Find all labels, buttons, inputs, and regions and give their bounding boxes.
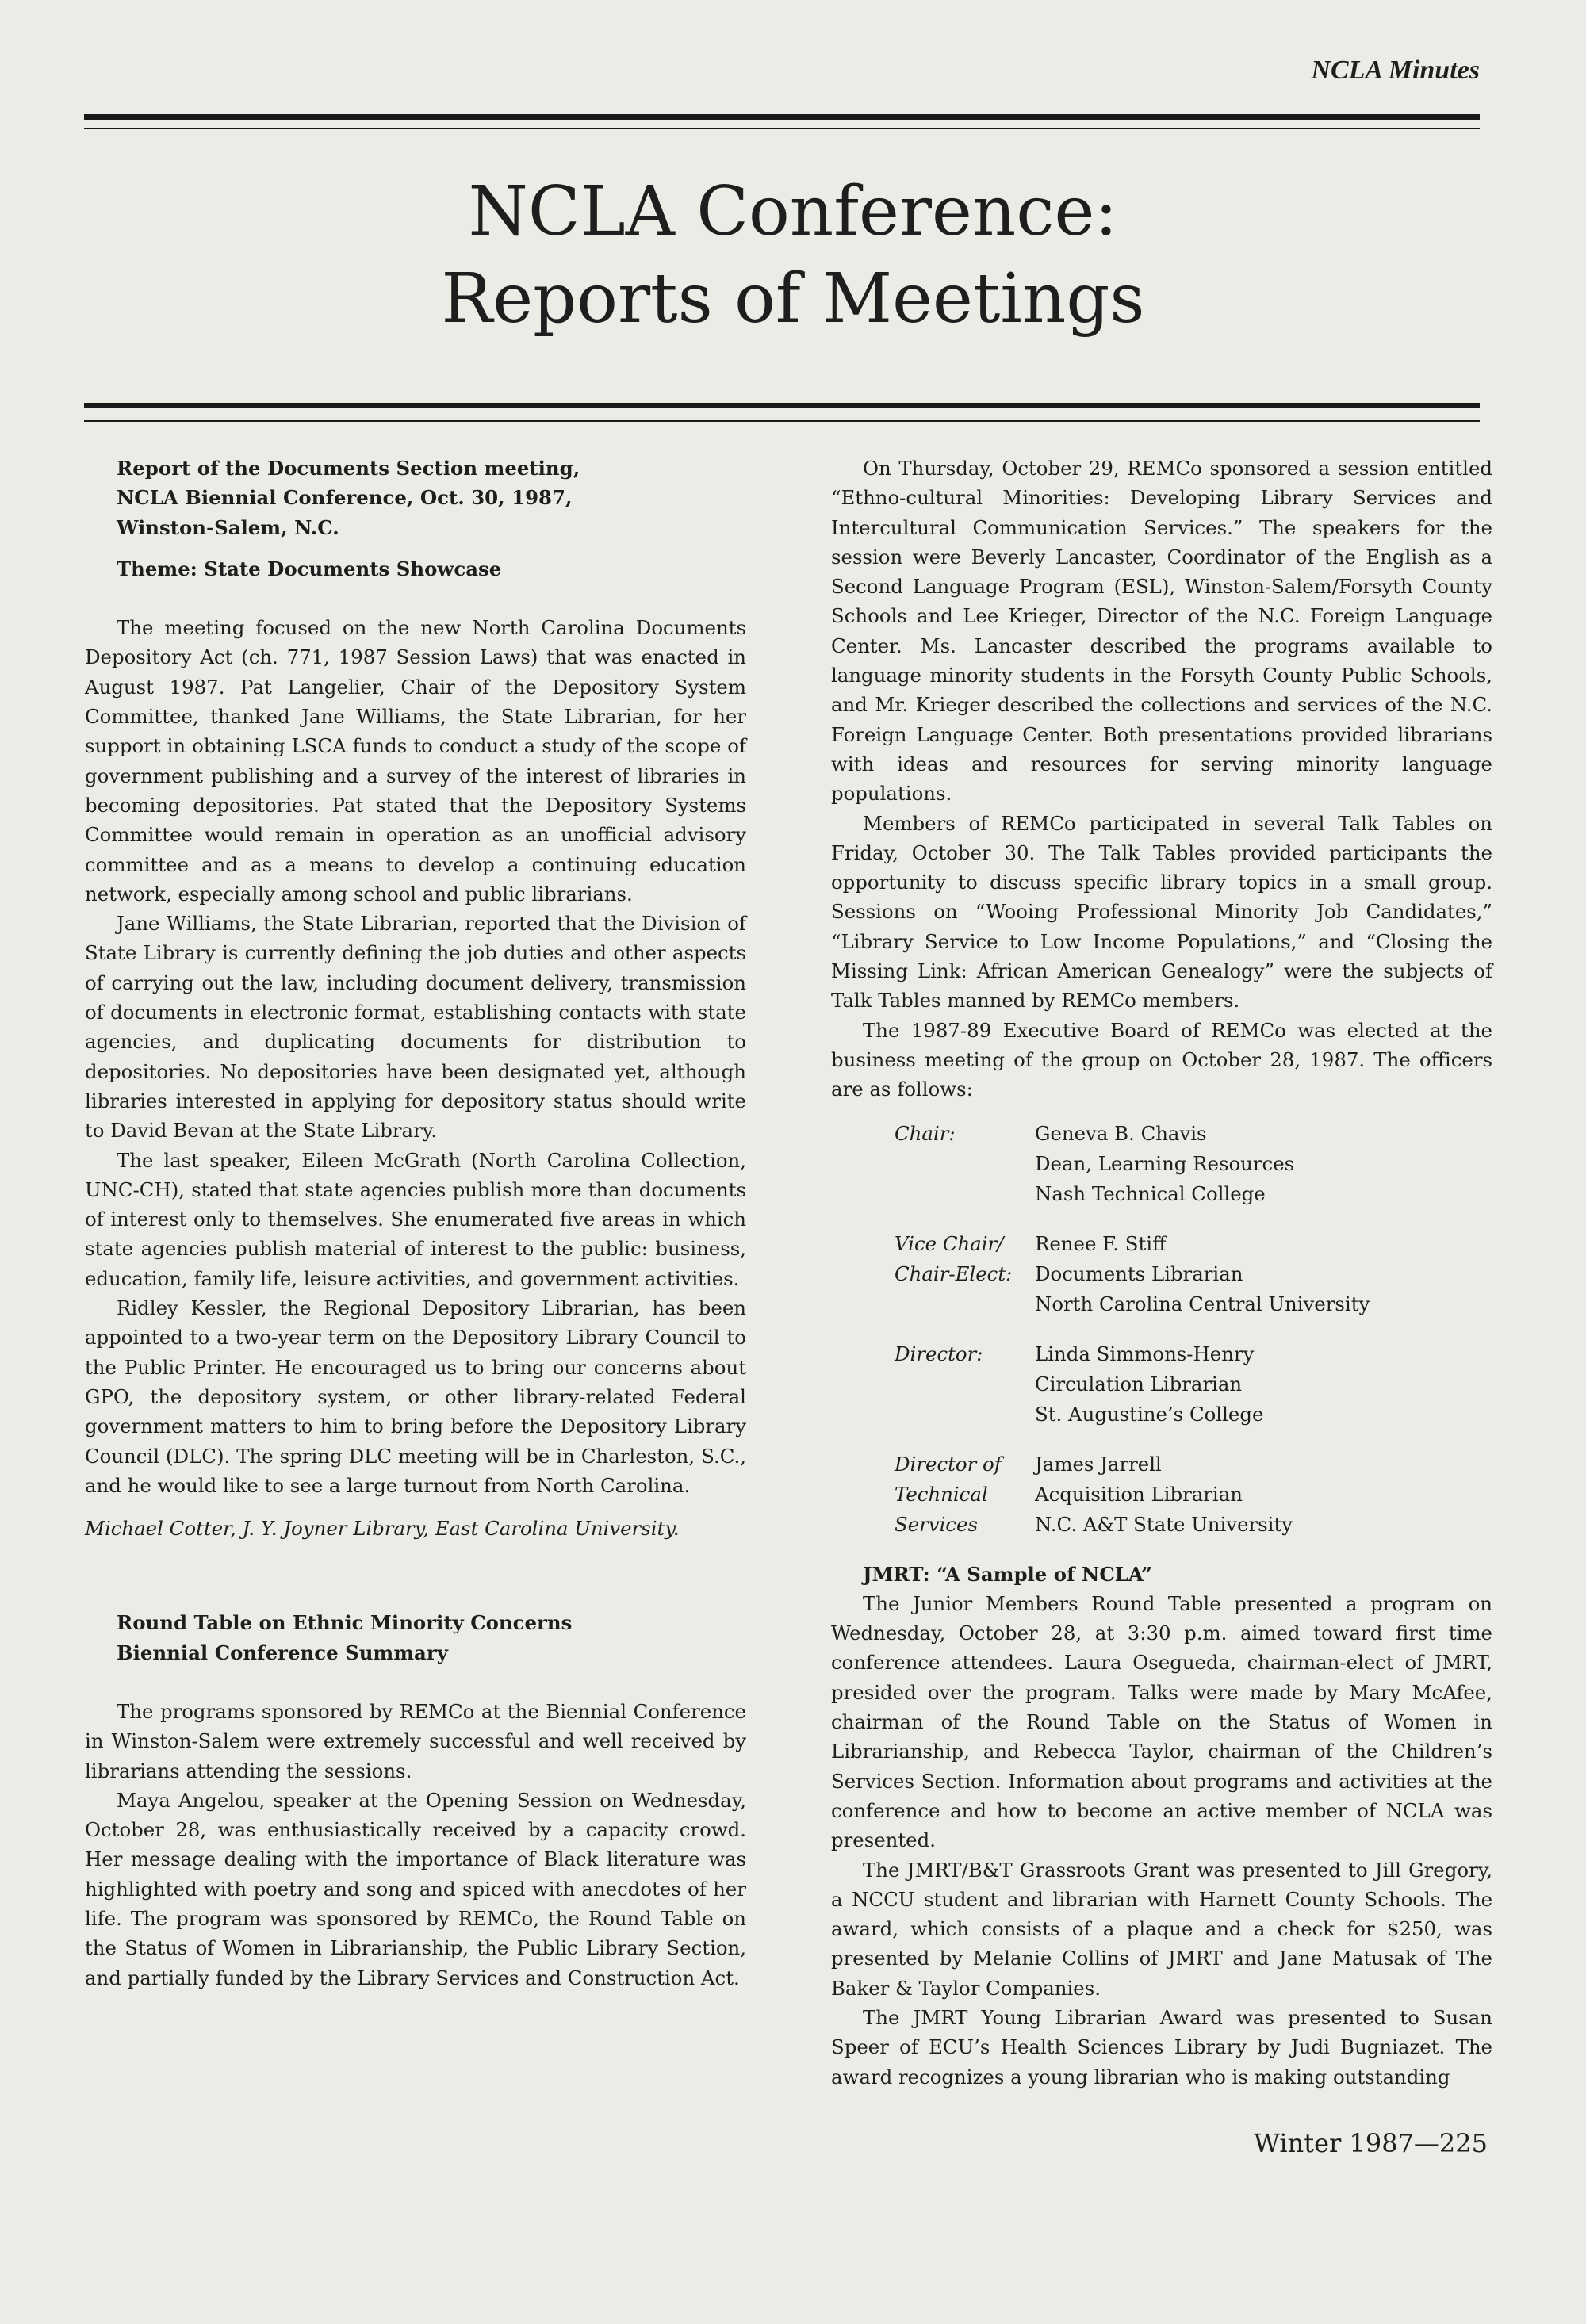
officer-entry: [831, 1119, 1492, 1209]
ethnic-heading-line-1: Round Table on Ethnic Minority Concerns: [117, 1611, 573, 1635]
officer-title: Acquisition Librarian: [1035, 1482, 1243, 1506]
officer-name: Renee F. Stiff: [1035, 1231, 1167, 1255]
officer-institution: N.C. A&T State University: [1035, 1512, 1293, 1536]
remco-paragraph: Members of REMCo participated in several Talk Tables on Friday, October 30. The Talk Tables provided participants the opportunity to discuss specific library topics in a small group. Sessions on “Wooing Professional Minority Job Candidates,” “Library Service to Low Income Populations,” and “Closing the Missing Link: African American Genealogy” were the subjects of Talk Tables manned by REMCo members.: [831, 811, 1492, 1013]
officer-name: Geneva B. Chavis: [1035, 1121, 1207, 1145]
documents-paragraph: The last speaker, Eileen McGrath (North Carolina Collection, UNC-CH), stated that state agencies publish more than documents of interest only to themselves. She enumerated five areas in which state agencies publish material of interest to the public: business, education, family life, leisure activities, and government activities.: [85, 1148, 746, 1290]
page-footer: Winter 1987—225: [1254, 2128, 1488, 2158]
officer-details: [1035, 1229, 1370, 1319]
left-column: [85, 454, 746, 1993]
documents-heading-line-1: Report of the Documents Section meeting,: [117, 457, 580, 480]
ethnic-paragraph: The programs sponsored by REMCo at the Biennial Conference in Winston-Salem were extremely successful and well received by librarians attending the sessions.: [85, 1699, 746, 1782]
officer-title: Circulation Librarian: [1035, 1372, 1243, 1396]
officer-title: Dean, Learning Resources: [1035, 1151, 1295, 1175]
documents-theme-heading: Theme: State Documents Showcase: [117, 557, 502, 580]
officer-role: Vice Chair/ Chair-Elect:: [895, 1231, 1013, 1285]
running-head: NCLA Minutes: [1311, 56, 1480, 85]
officer-role: Director of Technical Services: [895, 1452, 1002, 1536]
documents-heading-line-3: Winston-Salem, N.C.: [117, 515, 339, 539]
ethnic-paragraph: Maya Angelou, speaker at the Opening Session on Wednesday, October 28, was enthusiastically received by a capacity crowd. Her message dealing with the importance of Black literature was highlighted with poetry and song and spiced with anecdotes of her life. The program was sponsored by REMCo, the Round Table on the Status of Women in Librarianship, the Public Library Section, and partially funded by the Library Services and Construction Act.: [85, 1788, 746, 1989]
page-title-line-2: Reports of Meetings: [441, 259, 1145, 339]
jmrt-paragraph: The JMRT Young Librarian Award was presented to Susan Speer of ECU’s Health Sciences Library by Judi Bugniazet. The award recognizes a young librarian who is making outstanding: [831, 2005, 1492, 2089]
top-rule-thin: [84, 128, 1480, 129]
documents-paragraph: The meeting focused on the new North Carolina Documents Depository Act (ch. 771, 1987 Session Laws) that was enacted in August 1987. Pat Langelier, Chair of the Depository System Committee, thanked Jane Williams, the State Librarian, for her support in obtaining LSCA funds to conduct a study of the scope of government publishing and a survey of the interest of libraries in becoming depositories. Pat stated that the Depository Systems Committee would remain in operation as an unofficial advisory committee and as a means to develop a continuing education network, especially among school and public librarians.: [85, 616, 746, 905]
officer-name: James Jarrell: [1035, 1452, 1162, 1476]
title-rule-thick: [84, 403, 1480, 408]
documents-byline: Michael Cotter, J. Y. Joyner Library, East Carolina University.: [85, 1517, 680, 1541]
officer-role: Chair:: [895, 1121, 956, 1145]
documents-paragraph: Ridley Kessler, the Regional Depository Librarian, has been appointed to a two-year term on the Depository Library Council to the Public Printer. He encouraged us to bring our concerns about GPO, the depository system, or other library-related Federal government matters to him to bring before the Depository Library Council (DLC). The spring DLC meeting will be in Charleston, S.C., and he would like to see a large turnout from North Carolina.: [85, 1296, 746, 1497]
remco-paragraph: The 1987-89 Executive Board of REMCo was elected at the business meeting of the group on October 28, 1987. The officers are as follows:: [831, 1018, 1492, 1101]
title-rule-thin: [84, 420, 1480, 422]
jmrt-paragraph: The Junior Members Round Table presented a program on Wednesday, October 28, at 3:30 p.m. aimed toward first time conference attendees. Laura Osegueda, chairman-elect of JMRT, presided over the program. Talks were made by Mary McAfee, chairman of the Round Table on the Status of Women in Librarianship, and Rebecca Taylor, chairman of the Children’s Services Section. Information about programs and activities at the conference and how to become an active member of NCLA was presented.: [831, 1591, 1492, 1852]
officer-entry: [831, 1229, 1492, 1319]
ethnic-heading-line-2: Biennial Conference Summary: [117, 1641, 448, 1664]
officer-title: Documents Librarian: [1035, 1262, 1243, 1285]
officer-name: Linda Simmons-Henry: [1035, 1342, 1255, 1365]
officer-entry: [831, 1339, 1492, 1430]
officer-role: Director:: [895, 1342, 983, 1365]
officer-institution: Nash Technical College: [1035, 1181, 1266, 1205]
officer-details: [1035, 1119, 1294, 1209]
right-column: [831, 454, 1492, 2092]
jmrt-heading: JMRT: “A Sample of NCLA”: [863, 1562, 1152, 1586]
officer-institution: St. Augustine’s College: [1035, 1402, 1264, 1426]
officer-details: [1035, 1449, 1293, 1540]
officer-institution: North Carolina Central University: [1035, 1292, 1370, 1315]
page-title-line-1: NCLA Conference:: [468, 172, 1118, 251]
jmrt-paragraph: The JMRT/B&T Grassroots Grant was presented to Jill Gregory, a NCCU student and librarian with Harnett County Schools. The award, which consists of a plaque and a check for $250, was presented by Melanie Collins of JMRT and Jane Matusak of The Baker & Taylor Companies.: [831, 1858, 1492, 2000]
page-title: [0, 168, 1586, 343]
documents-heading-line-2: NCLA Biennial Conference, Oct. 30, 1987,: [117, 486, 573, 510]
officers-list: [831, 1119, 1492, 1540]
top-rule-thick: [84, 114, 1480, 120]
documents-paragraph: Jane Williams, the State Librarian, reported that the Division of State Library is currently defining the job duties and other aspects of carrying out the law, including document delivery, transmission of documents in electronic format, establishing contacts with state agencies, and duplicating documents for distribution to depositories. No depositories have been designated yet, although libraries interested in applying for depository status should write to David Bevan at the State Library.: [85, 912, 746, 1143]
officer-entry: [831, 1449, 1492, 1540]
remco-paragraph: On Thursday, October 29, REMCo sponsored a session entitled “Ethno-cultural Minorities: Developing Library Services and Intercultural Communication Services.” The speakers for the session were Beverly Lancaster, Coordinator of the English as a Second Language Program (ESL), Winston-Salem/Forsyth County Schools and Lee Krieger, Director of the N.C. Foreign Language Center. Ms. Lancaster described the programs available to language minority students in the Forsyth County Public Schools, and Mr. Krieger described the collections and services of the N.C. Foreign Language Center. Both presentations provided librarians with ideas and resources for serving minority language populations.: [831, 457, 1492, 806]
officer-details: [1035, 1339, 1263, 1430]
